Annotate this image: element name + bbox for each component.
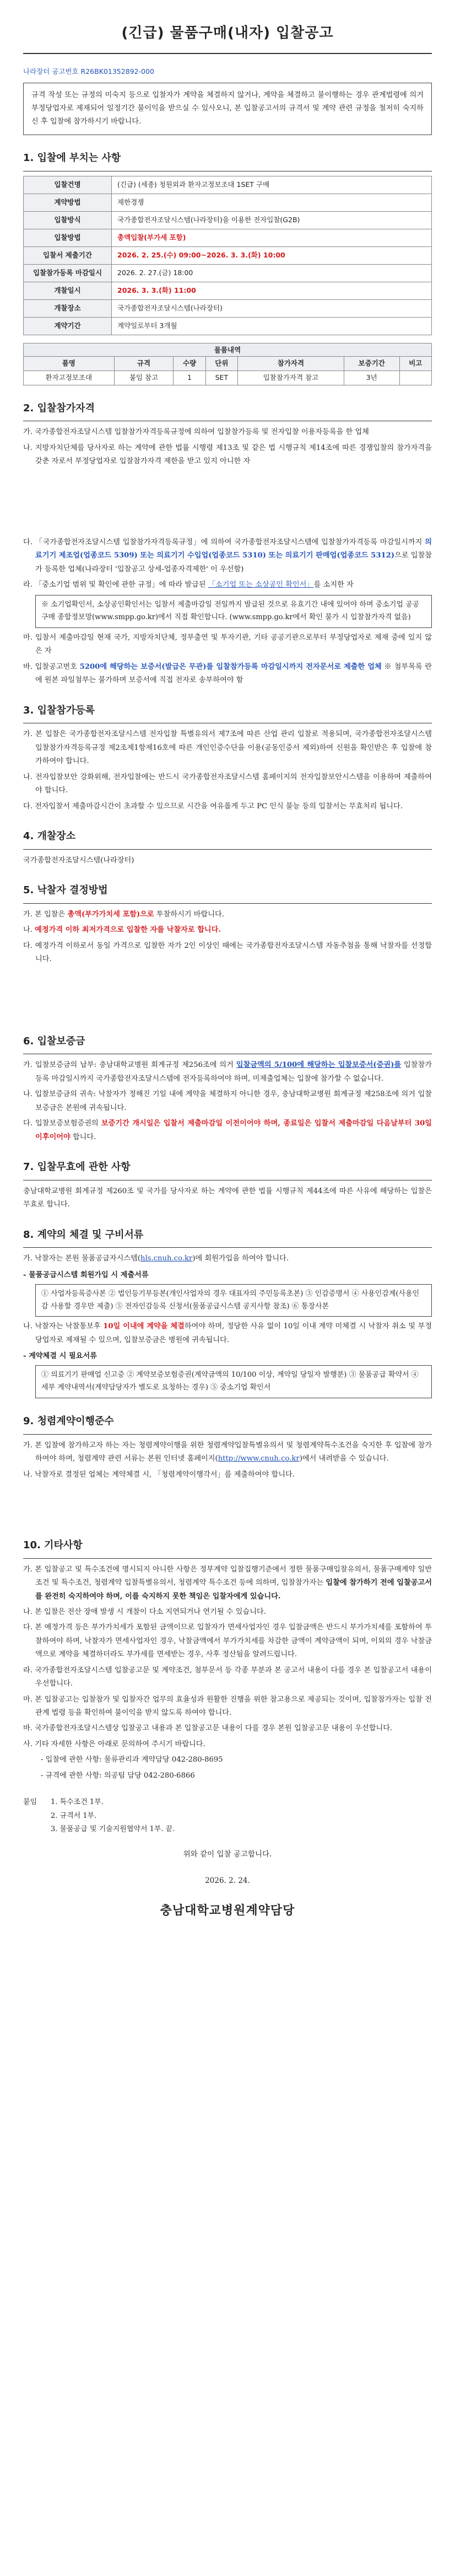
items-header: 참가자격 [238,356,344,371]
s10-p2: 나. 본 입찰은 전산 장애 발생 시 개찰이 다소 지연되거나 연기될 수 있습니다. [23,1608,266,1617]
section-divider [23,903,432,904]
info-row [24,176,432,194]
s6-p3: 다. 입찰보증보험증권의 보증기간 개시일은 입찰서 제출마감일 이전이어야 하며, 종료일은 입찰서 제출마감일 다음날부터 30일 이후이어야 합니다. [23,1119,432,1141]
s5-p2: 나. 예정가격 이하 최저가격으로 입찰한 자를 낙찰자로 합니다. [23,926,221,935]
s7-p1: 충남대학교병원 회계규정 제260조 및 국가를 당사자로 하는 계약에 관한 법률 시행규칙 제44조에 따른 사유에 해당하는 입찰은 무효로 합니다. [23,1187,432,1209]
items-table [23,356,432,385]
intro-box: 규격 작성 또는 규정의 미숙지 등으로 입찰자가 계약을 체결하지 않거나, 계약을 체결하고 불이행하는 경우 관계법령에 의거 부정당업자로 제재되어 일정기간 불이익을 받으실 수 있사오니, 본 입찰공고서의 규격서 및 계약 관련 규정을 철저히 숙지하신 후 입찰에 참가하시기 바랍니다. [23,83,432,135]
s10-p5: 마. 본 입찰공고는 입찰참가 및 입찰자간 업무의 효율성과 원활한 진행을 위한 참고용으로 제공되는 것이며, 입찰참가자는 입찰 전 관계 법령 등을 확인하여 불이익을 받지 않도록 하여야 합니다. [23,1695,432,1717]
section-divider [23,1558,432,1559]
s10-contact-2: - 규격에 관한 사항: 의공팀 담당 042-280-6866 [41,1771,195,1780]
info-row [24,282,432,299]
info-value: 국가종합전자조달시스템(나라장터)을 이용한 전자입찰(G2B) [112,211,432,229]
s6-p1: 가. 입찰보증금의 납부: 충남대학교병원 회계규정 제256조에 의거 입찰금액의 5/100에 해당하는 입찰보증서(증권)를 입찰참가등록 마감일시까지 국가종합전자조달시스템에 전자등록하여야 하며, 미제출업체는 입찰에 참가할 수 없습니다. [23,1061,432,1083]
s5-p1: 가. 본 입찰은 총액(부가가치세 포함)으로 투찰하시기 바랍니다. [23,910,224,919]
s10-contact-1: - 입찰에 관한 사항: 물류관리과 계약담당 042-280-8695 [41,1756,223,1764]
s2-p5: 마. 입찰서 제출마감일 현재 국가, 지방자치단체, 정부출연 및 투자기관, 기타 공공기관으로부터 부정당업자로 제재 중에 있지 않은 자 [23,633,432,656]
items-cell: 3년 [344,371,399,385]
s8-box2: ① 의료기기 판매업 신고증 ② 계약보증보험증권(계약금액의 10/100 이상, 계약일 당일자 발행분) ③ 물품공급 확약서 ④ 세부 계약내역서(계약담당자가 별도로 요청하는 경우) ⑤ 중소기업 확인서 [35,1365,432,1398]
notice-number: 나라장터 공고번호 R26BK01352892-000 [23,67,154,76]
s8-sub2: - 계약체결 시 필요서류 [23,1352,97,1361]
bid-info-table [23,176,432,335]
s2-note-box: ※ 소기업확인서, 소상공인확인서는 입찰서 제출마감일 전일까지 발급된 것으로 유효기간 내에 있어야 하며 중소기업 공공구매 종합정보망(www.smpp.go.kr)에서 직접 확인합니다. (www.smpp.go.kr에서 확인 불가 시 입찰참가자격 없음) [35,595,432,628]
notice-date: 2026. 2. 24. [205,1876,250,1885]
section-divider [23,1247,432,1248]
s10-p1: 가. 본 입찰공고 및 특수조건에 명시되지 아니한 사항은 정부계약 입찰집행기준에서 정한 물품구매입찰유의서, 물품구매계약 일반조건 및 특수조건, 청렴계약 입찰특별유의서, 청렴계약 특수조건 등에 의하며, 입찰참가자는 입찰에 참가하기 전에 입찰공고서를 완전히 숙지하여야 하며, 이를 숙지하지 못한 책임은 입찰자에게 있습니다. [23,1565,432,1601]
info-value: 제한경쟁 [112,194,432,211]
section-divider [23,1434,432,1435]
items-caption: 물품내역 [23,343,432,356]
document-title: (긴급) 물품구매(내자) 입찰공고 [23,22,432,54]
s10-p7: 사. 기타 자세한 사항은 아래로 문의하여 주시기 바랍니다. [23,1740,205,1748]
items-cell: 환자고정보조대 [24,371,115,385]
s2-p2: 나. 지방자치단체를 당사자로 하는 계약에 관한 법률 시행령 제13조 및 같은 법 시행규칙 제14조에 따른 경쟁입찰의 참가자격을 갖춘 자로서 부정당업자로 입찰참가자격 제한을 받고 있지 아니한 자 [23,443,432,466]
items-header: 수량 [174,356,205,371]
s2-p1: 가. 국가종합전자조달시스템 입찰참가자격등록규정에 의하여 입찰참가등록 및 전자입찰 이용자등록을 한 업체 [23,428,369,437]
info-row [24,299,432,317]
section-2-title: 2. 입찰참가자격 [23,402,95,414]
items-header: 단위 [205,356,237,371]
info-row [24,194,432,211]
info-label: 입찰방법 [24,229,112,246]
attach-item[interactable]: 3. 물품공급 및 기술지원협약서 1부. 끝. [51,1825,175,1834]
attach-label: 붙임 [23,1798,37,1807]
info-label: 입찰참가등록 마감일시 [24,264,112,282]
section-9-title: 9. 청렴계약이행준수 [23,1415,114,1427]
section-3-title: 3. 입찰참가등록 [23,704,95,716]
items-header: 규격 [114,356,174,371]
info-label: 입찰방식 [24,211,112,229]
attach-item[interactable]: 2. 규격서 1부. [51,1811,97,1820]
info-value: 2026. 3. 3.(화) 11:00 [112,282,432,299]
s3-p3: 다. 전자입찰서 제출마감시간이 초과할 수 있으므로 시간을 여유롭게 두고 PC 인식 불능 등의 입찰서는 무효처리 됩니다. [23,802,403,811]
s8-p1: 가. 낙찰자는 본원 물품공급자시스템(hls.cnuh.co.kr)에 회원가입을 하여야 합니다. [23,1254,289,1263]
info-row [24,317,432,335]
s9-p1: 가. 본 입찰에 참가하고자 하는 자는 청렴계약이행을 위한 청렴계약입찰특별유의서 및 청렴계약특수조건을 숙지한 후 입찰에 참가하여야 하며, 청렴계약 관련 서류는 본원 인터넷 홈페이지(http://www.cnuh.co.kr)에서 내려받을 수 있습니다. [23,1441,432,1463]
info-row [24,211,432,229]
s8-p2: 나. 낙찰자는 낙찰통보후 10일 이내에 계약을 체결하여야 하며, 정당한 사유 없이 10일 이내 계약 미체결 시 낙찰자 취소 및 부정당업자로 제재될 수 있으며, 입찰보증금은 병원에 귀속됩니다. [23,1322,432,1344]
closing-text: 위와 같이 입찰 공고합니다. [183,1850,272,1859]
s10-p6: 바. 국가종합전자조달시스템상 입찰공고 내용과 본 입찰공고문 내용이 다를 경우 본원 입찰공고문 내용이 우선합니다. [23,1724,393,1733]
items-header: 보증기간 [344,356,399,371]
items-cell: 1 [174,371,205,385]
section-5-title: 5. 낙찰자 결정방법 [23,884,108,897]
info-row [24,264,432,282]
section-divider [23,849,432,850]
s2-p3: 다. 「국가종합전자조달시스템 입찰참가자격등록규정」에 의하여 국가종합전자조달시스템에 입찰참가자격등록 마감일시까지 의료기기 제조업(업종코드 5309) 또는 의료기기 수입업(업종코드 5310) 또는 의료기기 판매업(업종코드 5312)으로 입찰참가 등록한 업체(나라장터 '입찰공고 상세-업종자격제한' 이 우선함) [23,538,432,573]
info-label: 계약기간 [24,317,112,335]
section-1-title: 1. 입찰에 부치는 사항 [23,152,121,164]
info-value: 국가종합전자조달시스템(나라장터) [112,299,432,317]
s10-p4: 라. 국가종합전자조달시스템 입찰공고문 및 계약조건, 첨부문서 등 각종 부분과 본 공고서 내용이 다를 경우 본 입찰공고서 내용이 우선합니다. [23,1666,432,1688]
items-cell: 붙임 참고 [114,371,174,385]
info-value: 2026. 2. 25.(수) 09:00~2026. 3. 3.(화) 10:00 [112,246,432,264]
info-value: 총액입찰(부가세 포함) [112,229,432,246]
info-value: 계약일로부터 3개월 [112,317,432,335]
section-6-title: 6. 입찰보증금 [23,1035,85,1047]
attach-item[interactable]: 1. 특수조건 1부. [51,1798,104,1807]
items-header: 비고 [399,356,431,371]
info-value: (긴급) (세종) 청원외과 환자고정보조대 1SET 구매 [112,176,432,194]
s5-p3: 다. 예정가격 이하로서 동일 가격으로 입찰한 자가 2인 이상인 때에는 국가종합전자조달시스템 자동추첨을 통해 낙찰자를 선정합니다. [23,941,432,964]
section-8-title: 8. 계약의 체결 및 구비서류 [23,1228,144,1241]
info-label: 개찰일시 [24,282,112,299]
issuer-name: 충남대학교병원계약담당 [160,1904,295,1918]
s8-box1: ① 사업자등록증사본 ② 법인등기부등본(개인사업자의 경우 대표자의 주민등록초본) ③ 인감증명서 ④ 사용인감계(사용인감 사용할 경우만 제출) ⑤ 전자인감등록 신청서(물품공급시스템 공지사항 참조) ⑥ 통장사본 [35,1284,432,1317]
supplier-system-link[interactable]: hls.cnuh.co.kr [140,1254,193,1263]
info-row [24,246,432,264]
section-10-title: 10. 기타사항 [23,1539,83,1551]
section-4-title: 4. 개찰장소 [23,830,76,842]
certificate-link[interactable]: 「소기업 또는 소상공인 확인서」 [208,580,314,589]
s9-p2: 나. 낙찰자로 결정된 업체는 계약체결 시, 「청렴계약이행각서」를 제출하여야 합니다. [23,1470,295,1479]
table-row [24,371,432,385]
info-label: 입찰건명 [24,176,112,194]
s8-sub1: - 물품공급시스템 회원가입 시 제출서류 [23,1270,149,1279]
s4-p1: 국가종합전자조달시스템(나라장터) [23,856,134,865]
s3-p2: 나. 전자입찰보안 강화위해, 전자입찰에는 반드시 국가종합전자조달시스템 홈페이지의 전자입찰보안시스템을 이용하여 제출하여야 합니다. [23,772,432,795]
info-row [24,229,432,246]
info-label: 입찰서 제출기간 [24,246,112,264]
items-cell: SET [205,371,237,385]
info-label: 개찰장소 [24,299,112,317]
section-7-title: 7. 입찰무효에 관한 사항 [23,1161,131,1173]
items-cell [399,371,431,385]
items-header: 품명 [24,356,115,371]
s6-p2: 나. 입찰보증금의 귀속: 낙찰자가 정해진 기일 내에 계약을 체결하지 아니한 경우, 충남대학교병원 회계규정 제258조에 의거 입찰보증금은 본원에 귀속됩니다. [23,1090,432,1112]
items-cell: 입찰참가자격 참고 [238,371,344,385]
s2-p6: 바. 입찰공고번호 5200에 해당하는 보증서(발급은 무관)를 입찰참가등록 마감일시까지 전자문서로 제출한 업체 ※ 첨부목록 란에 원본 파일첨부는 불가하며 보증서에 직접 전자로 송부하여야 함 [23,662,432,685]
s2-p4: 라. 「중소기업 범위 및 확인에 관한 규정」에 따라 발급된 「소기업 또는 소상공인 확인서」를 소지한 자 [23,580,354,589]
hospital-homepage-link[interactable]: http://www.cnuh.co.kr [218,1455,300,1463]
info-label: 계약방법 [24,194,112,211]
s10-p3: 다. 본 예정가격 등은 부가가치세가 포함된 금액이므로 입찰자가 면세사업자인 경우 입찰금액은 반드시 부가가치세를 포함하여 투찰하여야 하며, 낙찰자가 면세사업자인 경우, 낙찰금액에서 부가가치세를 차감한 금액이 계약금액이 되며, 이외의 경우 낙찰금액으로 계약을 체결하더라도 부가세를 면세받는 경우, 사후 정산됨을 알려드립니다. [23,1623,432,1659]
info-value: 2026. 2. 27.(금) 18:00 [112,264,432,282]
s3-p1: 가. 본 입찰은 국가종합전자조달시스템 전자입찰 특별유의서 제7조에 따른 산업 관리 입찰로 적용되며, 국가종합전자조달시스템 입찰참가자격등록규정 제2조제1항제16호에 따른 개인인증수단을 이용(공동인증서 제외)하여 신원을 확인받은 후 입찰에 참가하여야 합니다. [23,730,432,766]
attachments [23,1796,432,1837]
